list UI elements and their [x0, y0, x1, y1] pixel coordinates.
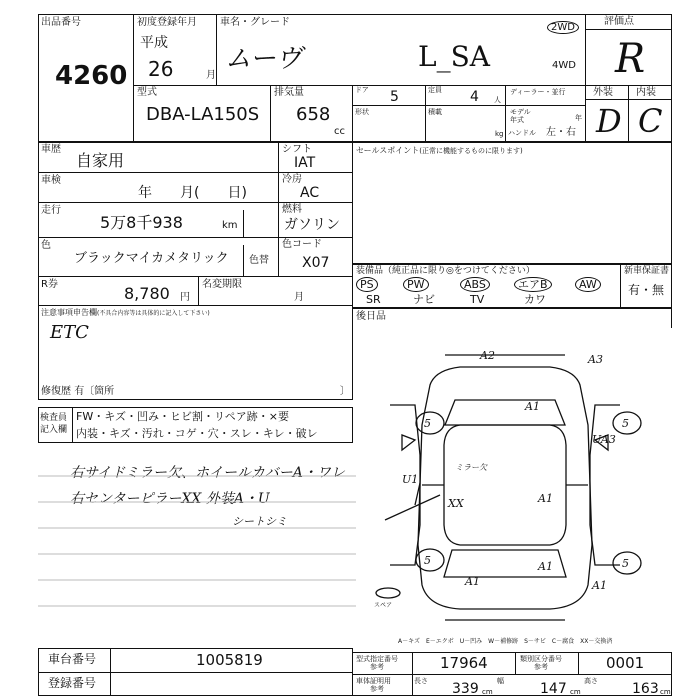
length: 339	[452, 681, 479, 697]
month-unit: 月	[206, 70, 216, 81]
cc-unit: cc	[334, 126, 345, 137]
height-unit: cm	[660, 688, 671, 696]
kg-unit: kg	[495, 130, 504, 138]
door-label: ドア	[355, 86, 369, 94]
height-label: 高さ	[584, 677, 598, 685]
later-box	[352, 308, 672, 328]
color-label: 色	[41, 240, 51, 251]
grade: L_SA	[418, 40, 490, 73]
equipment-label: 装備品（純正品に限り◎をつけてください）	[356, 266, 535, 276]
warranty: 有・無	[628, 283, 665, 297]
notes: ETC	[50, 322, 89, 343]
inspector-note-1: 右サイドミラー欠、ホイールカバーA・ワレ	[70, 465, 345, 481]
mark-u1: U1	[402, 473, 419, 486]
yen-unit: 円	[180, 292, 190, 303]
equip-item: ABS	[460, 279, 490, 290]
overall-score: R	[615, 36, 646, 82]
mileage: 5万8千938	[100, 213, 183, 232]
exterior-score: D	[596, 102, 622, 140]
recycle-label: R券	[41, 279, 58, 290]
tax-month: 月	[294, 292, 304, 303]
height: 163	[632, 681, 659, 697]
model-label: 型式	[137, 87, 157, 98]
inspection-label: 車検	[41, 175, 61, 186]
dealer-label: ディーラー・並行	[510, 88, 566, 96]
reg-year: 26	[148, 57, 174, 81]
person-unit: 人	[494, 96, 501, 104]
tire-front-right: 5	[622, 417, 629, 430]
length-unit: cm	[482, 688, 493, 696]
tax-label: 名変期限	[202, 279, 242, 290]
width: 147	[540, 681, 567, 697]
history: 自家用	[76, 151, 125, 170]
name-grade-label: 車名・グレード	[220, 17, 290, 28]
capacity: 4	[470, 89, 479, 105]
shift-label: シフト	[282, 144, 312, 155]
warranty-label: 新車保証書	[624, 266, 670, 276]
inspector-note-3: シートシミ	[232, 515, 287, 528]
inspector-note-2: 右センターピラーXX 外装A・U	[70, 491, 270, 507]
repair-label: 修復歴 有〔箇所	[41, 386, 115, 397]
handle-label: ハンドル	[508, 129, 536, 137]
note-lines	[38, 440, 358, 640]
color-code-label: 色コード	[282, 239, 322, 250]
interior-label: 内装	[636, 87, 656, 98]
mark-a1-trunk: A1	[538, 560, 553, 573]
later-label: 後日品	[356, 311, 386, 322]
recycle: 8,780	[124, 284, 170, 303]
color-change: 色替	[249, 255, 269, 266]
exterior-label: 外装	[593, 87, 613, 98]
sales-box	[352, 142, 672, 264]
type-no: 17964	[440, 654, 488, 672]
lot-number: 4260	[55, 61, 128, 91]
handle: 左・右	[546, 127, 576, 138]
inspector-label: 検査員 記入欄	[40, 413, 68, 435]
shift: IAT	[294, 155, 316, 171]
class-label: 類別区分番号 参考	[520, 655, 562, 671]
mark-ua3: UA3	[592, 433, 616, 446]
width-unit: cm	[570, 688, 581, 696]
model: DBA-LA150S	[146, 104, 260, 125]
ac-label: 冷房	[282, 174, 302, 185]
reg-label: 登録番号	[48, 676, 97, 690]
length-label: 長さ	[414, 677, 428, 685]
displacement: 658	[296, 104, 331, 125]
lot-label: 出品番号	[41, 17, 81, 28]
color: ブラックマイカメタリック	[74, 251, 229, 266]
year-unit: 年	[575, 114, 582, 122]
type-label: 型式指定番号 参考	[356, 655, 398, 671]
km-unit: km	[222, 220, 238, 231]
drive-4wd: 4WD	[552, 60, 576, 71]
equip-item: エアB	[514, 279, 552, 290]
inspector-row2: 内装・キズ・汚れ・コゲ・穴・スレ・キレ・破レ	[76, 427, 318, 440]
model-year-label: モデル年式	[510, 108, 531, 124]
mark-a3: A3	[588, 353, 603, 366]
mirror-note: ミラー欠	[455, 463, 487, 472]
era: 平成	[140, 35, 168, 51]
score-label: 評価点	[604, 16, 634, 27]
equip-item: SR	[366, 293, 381, 306]
width-label: 幅	[497, 677, 504, 685]
tire-rear-left: 5	[424, 554, 431, 567]
color-code: X07	[302, 255, 330, 271]
inspector-row1: FW・キズ・凹み・ヒビ割・リペア跡・×要	[76, 410, 289, 423]
fuel: ガソリン	[284, 217, 340, 233]
mark-a1-roof: A1	[538, 492, 553, 505]
mark-a1-rear-right: A1	[592, 579, 607, 592]
capacity-label: 定員	[428, 86, 442, 94]
chassis-label: 車台番号	[48, 652, 97, 666]
mark-a1-rear-left: A1	[465, 575, 480, 588]
class-no: 0001	[606, 654, 645, 672]
cert-label: 車体証明用 参考	[356, 677, 391, 693]
chassis: 1005819	[196, 651, 263, 669]
fuel-label: 燃料	[282, 204, 302, 215]
mark-xx: XX	[448, 497, 464, 510]
mark-a1-hood: A1	[525, 400, 540, 413]
doors: 5	[390, 89, 399, 105]
equip-item: カワ	[524, 293, 546, 306]
equip-item: PW	[403, 279, 429, 290]
spare-label: スペア	[374, 602, 393, 609]
ac: AC	[300, 185, 320, 201]
car-name: ムーヴ	[225, 44, 302, 74]
sales-label: セールスポイント(正常に機能するものに限ります)	[356, 146, 523, 155]
interior-score: C	[638, 102, 663, 140]
equip-item: TV	[470, 293, 485, 306]
mark-a2: A2	[480, 349, 495, 362]
history-label: 車歴	[41, 144, 61, 155]
disp-label: 排気量	[274, 87, 304, 98]
equip-item: PS	[356, 279, 378, 290]
tire-front-left: 5	[424, 417, 431, 430]
notes-label: 注意事項申告欄(不具合内容等は具体的に記入して下さい)	[41, 308, 210, 317]
mileage-label: 走行	[41, 205, 61, 216]
car-diagram	[360, 345, 670, 625]
first-reg-label: 初度登録年月	[137, 17, 197, 28]
shape-label: 形状	[355, 108, 369, 116]
equip-item: AW	[575, 279, 601, 290]
drive-2wd: 2WD	[547, 22, 579, 33]
legend: A－キズ E－エクボ U－凹み W－補修跡 S－サビ C－腐食 XX－交換済	[398, 638, 613, 645]
repair-close: 〕	[340, 386, 350, 397]
inspection: 年 月( 日)	[138, 185, 247, 201]
load-label: 積載	[428, 108, 442, 116]
equip-item: ナビ	[413, 293, 435, 306]
tire-rear-right: 5	[622, 557, 629, 570]
